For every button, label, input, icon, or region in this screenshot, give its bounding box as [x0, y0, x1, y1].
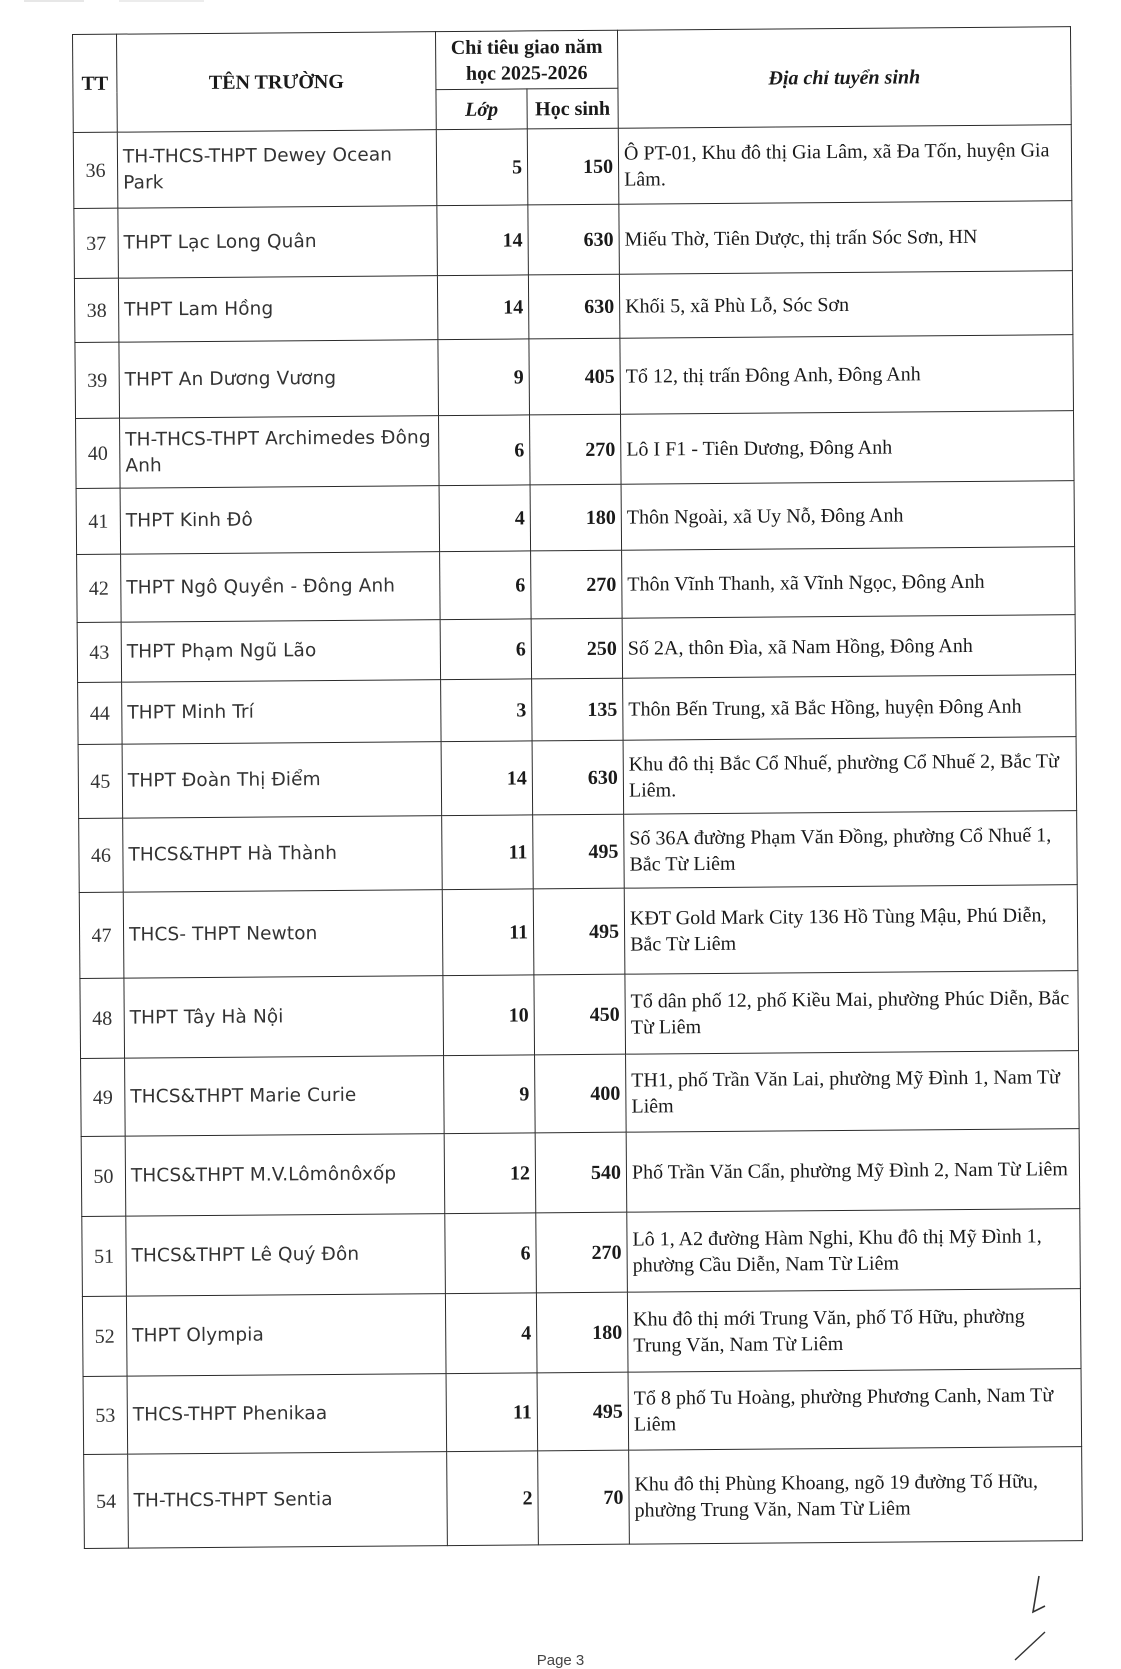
- class-count: 14: [441, 741, 533, 816]
- student-count: 400: [535, 1054, 627, 1133]
- table-row: [81, 1129, 1080, 1217]
- school-name: THCS&THPT Hà Thành: [123, 816, 443, 893]
- scan-edge-mark: [24, 0, 204, 3]
- student-count: 270: [530, 414, 622, 485]
- class-count: 10: [443, 975, 535, 1056]
- table-row: [73, 125, 1072, 209]
- page-footer: Page 3: [536, 1652, 585, 1669]
- school-name: THPT Ngô Quyền - Đông Anh: [121, 552, 441, 623]
- address-header: Địa chỉ tuyển sinh: [617, 27, 1071, 129]
- student-count: 630: [528, 204, 620, 275]
- class-count: 5: [436, 129, 528, 206]
- class-count: 14: [437, 275, 528, 340]
- admission-address: TH1, phố Trần Văn Lai, phường Mỹ Đình 1, Nam Từ Liêm: [626, 1051, 1080, 1133]
- table-row: [78, 675, 1076, 745]
- class-count: 4: [439, 485, 531, 552]
- row-number: 36: [73, 132, 118, 208]
- school-name: THPT An Dương Vương: [119, 340, 439, 419]
- table-row: [74, 271, 1072, 343]
- quota-group-header: Chỉ tiêu giao năm học 2025-2026: [435, 30, 617, 89]
- school-name: THCS-THPT Phenikaa: [127, 1374, 447, 1455]
- student-count: 630: [528, 274, 619, 339]
- row-number: 46: [79, 818, 124, 892]
- class-count: 11: [446, 1373, 538, 1452]
- class-count: 9: [444, 1055, 536, 1134]
- school-name: THPT Phạm Ngũ Lão: [121, 620, 440, 683]
- admission-address: Tổ dân phố 12, phố Kiều Mai, phường Phúc Diễn, Bắc Từ Liêm: [625, 971, 1079, 1055]
- table-row: [74, 201, 1073, 279]
- admission-address: Khu đô thị Bắc Cổ Nhuế, phường Cổ Nhuế 2, Bắc Từ Liêm.: [623, 737, 1077, 815]
- admission-address: Khu đô thị mới Trung Văn, phố Tố Hữu, phường Trung Văn, Nam Từ Liêm: [627, 1289, 1081, 1373]
- student-count: 135: [532, 678, 623, 741]
- row-number: 38: [74, 278, 119, 342]
- students-header: Học sinh: [527, 88, 618, 129]
- student-count: 70: [538, 1450, 630, 1545]
- school-name: THPT Olympia: [126, 1294, 446, 1377]
- student-count: 150: [527, 128, 619, 205]
- school-name: TH-THCS-THPT Archimedes Đông Anh: [120, 416, 440, 489]
- row-number: 39: [75, 342, 120, 418]
- tt-header: TT: [73, 34, 118, 132]
- row-number: 37: [74, 208, 119, 278]
- row-number: 48: [80, 978, 125, 1058]
- table-row: [82, 1209, 1081, 1297]
- school-name-header: TÊN TRƯỜNG: [117, 32, 437, 133]
- admission-address: Tổ 12, thị trấn Đông Anh, Đông Anh: [620, 335, 1074, 415]
- student-count: 450: [534, 974, 626, 1055]
- table-header-row: [73, 27, 1071, 93]
- row-number: 45: [78, 744, 123, 818]
- table-row: [75, 335, 1074, 419]
- student-count: 180: [530, 484, 622, 551]
- class-count: 6: [440, 551, 532, 620]
- school-name: THPT Kinh Đô: [120, 486, 440, 555]
- student-count: 405: [529, 338, 621, 415]
- admission-address: Ô PT-01, Khu đô thị Gia Lâm, xã Đa Tốn, huyện Gia Lâm.: [618, 125, 1072, 205]
- row-number: 43: [77, 622, 121, 682]
- class-count: 4: [445, 1293, 537, 1374]
- class-count: 9: [438, 339, 530, 416]
- table-row: [77, 547, 1076, 623]
- admissions-quota-table: [72, 26, 1083, 1549]
- row-number: 47: [79, 892, 124, 978]
- table-row: [82, 1289, 1081, 1377]
- school-name: THCS- THPT Newton: [123, 890, 443, 979]
- admission-address: Thôn Vĩnh Thanh, xã Vĩnh Ngọc, Đông Anh: [622, 547, 1076, 619]
- student-count: 270: [531, 550, 623, 619]
- row-number: 44: [78, 682, 122, 744]
- school-name: THPT Tây Hà Nội: [124, 976, 444, 1059]
- table-row: [83, 1369, 1082, 1455]
- table-row: [77, 615, 1075, 683]
- row-number: 40: [76, 418, 121, 488]
- class-count: 6: [440, 619, 531, 680]
- row-number: 51: [82, 1216, 127, 1296]
- class-count: 6: [439, 415, 531, 486]
- table-row: [81, 1051, 1080, 1137]
- table-row: [76, 411, 1075, 489]
- class-count: 6: [445, 1213, 537, 1294]
- class-count: 3: [441, 679, 532, 742]
- student-count: 630: [532, 740, 624, 815]
- document-page: [72, 34, 1070, 1549]
- row-number: 42: [77, 554, 122, 622]
- table-row: [78, 737, 1077, 819]
- class-count: 2: [447, 1451, 539, 1546]
- class-count: 11: [442, 889, 534, 976]
- table-row: [79, 811, 1078, 893]
- school-name: TH-THCS-THPT Dewey Ocean Park: [117, 130, 437, 209]
- row-number: 54: [84, 1454, 129, 1548]
- table-row: [76, 481, 1074, 555]
- school-name: THPT Đoàn Thị Điểm: [122, 742, 442, 819]
- admission-address: Số 2A, thôn Đìa, xã Nam Hồng, Đông Anh: [622, 615, 1075, 679]
- admission-address: Tổ 8 phố Tu Hoàng, phường Phương Canh, Nam Từ Liêm: [628, 1369, 1082, 1451]
- admission-address: Thôn Bến Trung, xã Bắc Hồng, huyện Đông Anh: [623, 675, 1076, 741]
- admission-address: Phố Trần Văn Cẩn, phường Mỹ Đình 2, Nam Từ Liêm: [626, 1129, 1080, 1213]
- class-count: 11: [442, 815, 534, 890]
- student-count: 250: [531, 618, 622, 679]
- admission-address: Khối 5, xã Phù Lỗ, Sóc Sơn: [619, 271, 1072, 339]
- admission-address: KĐT Gold Mark City 136 Hồ Tùng Mậu, Phú Diễn, Bắc Từ Liêm: [624, 885, 1078, 975]
- school-name: THPT Lạc Long Quân: [118, 206, 438, 279]
- admission-address: Số 36A đường Phạm Văn Đồng, phường Cổ Nhuế 1, Bắc Từ Liêm: [624, 811, 1078, 889]
- row-number: 41: [76, 488, 121, 554]
- student-count: 495: [533, 814, 625, 889]
- school-name: THPT Minh Trí: [122, 680, 441, 745]
- table-body: [73, 125, 1082, 1549]
- class-count: 12: [444, 1133, 536, 1214]
- student-count: 540: [535, 1132, 627, 1213]
- admission-address: Lô I F1 - Tiên Dương, Đông Anh: [621, 411, 1075, 485]
- row-number: 52: [82, 1296, 127, 1376]
- admission-address: Khu đô thị Phùng Khoang, ngõ 19 đường Tố Hữu, phường Trung Văn, Nam Từ Liêm: [629, 1447, 1083, 1545]
- student-count: 270: [536, 1212, 628, 1293]
- table-row: [84, 1447, 1083, 1549]
- school-name: THCS&THPT M.V.Lômônôxốp: [125, 1134, 445, 1217]
- school-name: THCS&THPT Lê Quý Đôn: [126, 1214, 446, 1297]
- admission-address: Miếu Thờ, Tiên Dược, thị trấn Sóc Sơn, HN: [619, 201, 1073, 275]
- table-row: [80, 971, 1079, 1059]
- class-count: 14: [437, 205, 529, 276]
- table-row: [79, 885, 1078, 979]
- row-number: 53: [83, 1376, 128, 1454]
- handwritten-check-mark: [1011, 1572, 1051, 1662]
- admission-address: Thôn Ngoài, xã Uy Nỗ, Đông Anh: [621, 481, 1075, 551]
- school-name: THPT Lam Hồng: [118, 276, 437, 343]
- row-number: 50: [81, 1136, 126, 1216]
- admission-address: Lô 1, A2 đường Hàm Nghi, Khu đô thị Mỹ Đình 1, phường Cầu Diễn, Nam Từ Liêm: [627, 1209, 1081, 1293]
- classes-header: Lớp: [436, 89, 527, 130]
- student-count: 495: [533, 888, 625, 975]
- student-count: 495: [537, 1372, 629, 1451]
- student-count: 180: [536, 1292, 628, 1373]
- row-number: 49: [81, 1058, 126, 1136]
- school-name: THCS&THPT Marie Curie: [125, 1056, 445, 1137]
- school-name: TH-THCS-THPT Sentia: [128, 1452, 448, 1549]
